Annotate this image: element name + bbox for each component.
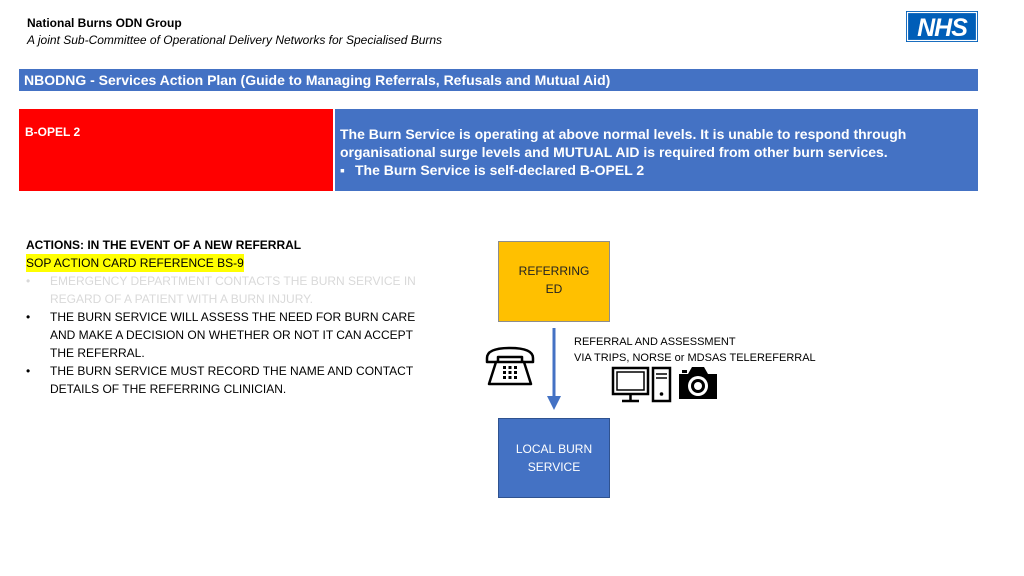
action-item-text: EMERGENCY DEPARTMENT CONTACTS THE BURN SERVICE IN REGARD OF A PATIENT WITH A BURN INJURY. [50, 274, 416, 306]
referring-ed-line1: REFERRING [518, 264, 590, 278]
actions-heading: ACTIONS: IN THE EVENT OF A NEW REFERRAL [26, 238, 302, 252]
action-item [26, 308, 436, 362]
local-burn-line1: LOCAL BURN [515, 442, 593, 456]
local-burn-line2: SERVICE [527, 460, 581, 474]
bullet-square-icon: ▪ [340, 162, 345, 178]
bullet-dot-icon: • [26, 274, 31, 288]
referral-note [574, 334, 816, 366]
opel-description-box [335, 109, 978, 191]
org-subtitle: A joint Sub-Committee of Operational Delivery Networks for Specialised Burns [27, 33, 443, 47]
action-item-text: THE BURN SERVICE MUST RECORD THE NAME AND CONTACT DETAILS OF THE REFERRING CLINICIAN. [50, 364, 413, 396]
referral-note-line2: VIA TRIPS, NORSE or MDSAS TELEREFERRAL [574, 352, 816, 364]
actions-list [26, 272, 436, 398]
camera-icon [677, 365, 719, 401]
bullet-dot-icon: • [26, 364, 31, 378]
page-title: NBODNG - Services Action Plan (Guide to Managing Referrals, Refusals and Mutual Aid) [19, 69, 978, 91]
sop-reference: SOP ACTION CARD REFERENCE BS-9 [26, 256, 244, 270]
referral-flow-arrow [545, 328, 563, 411]
referral-note-line1: REFERRAL AND ASSESSMENT [574, 336, 736, 348]
opel-bullet-text: The Burn Service is self-declared B-OPEL 2 [355, 162, 645, 178]
computer-icon [611, 366, 673, 404]
local-burn-service-box [498, 418, 610, 498]
nhs-logo-text: NHS [917, 14, 967, 42]
actions-panel [26, 236, 436, 398]
action-item-text: THE BURN SERVICE WILL ASSESS THE NEED FOR BURN CARE AND MAKE A DECISION ON WHETHER OR NOT IT CAN ACCEPT THE REFERRAL. [50, 310, 416, 360]
bullet-dot-icon: • [26, 310, 31, 324]
nhs-logo [906, 11, 978, 42]
referring-ed-box [498, 241, 610, 322]
opel-description: The Burn Service is operating at above normal levels. It is unable to respond through organisational surge levels and MUTUAL AID is required from other burn services. [340, 126, 907, 160]
opel-bullet [340, 161, 970, 179]
action-item [26, 272, 436, 308]
opel-level-label: B-OPEL 2 [25, 125, 81, 139]
action-item [26, 362, 436, 398]
referring-ed-line2: ED [545, 282, 563, 296]
org-name: National Burns ODN Group [27, 16, 182, 30]
telephone-icon [484, 345, 536, 387]
opel-level-box [19, 109, 333, 191]
